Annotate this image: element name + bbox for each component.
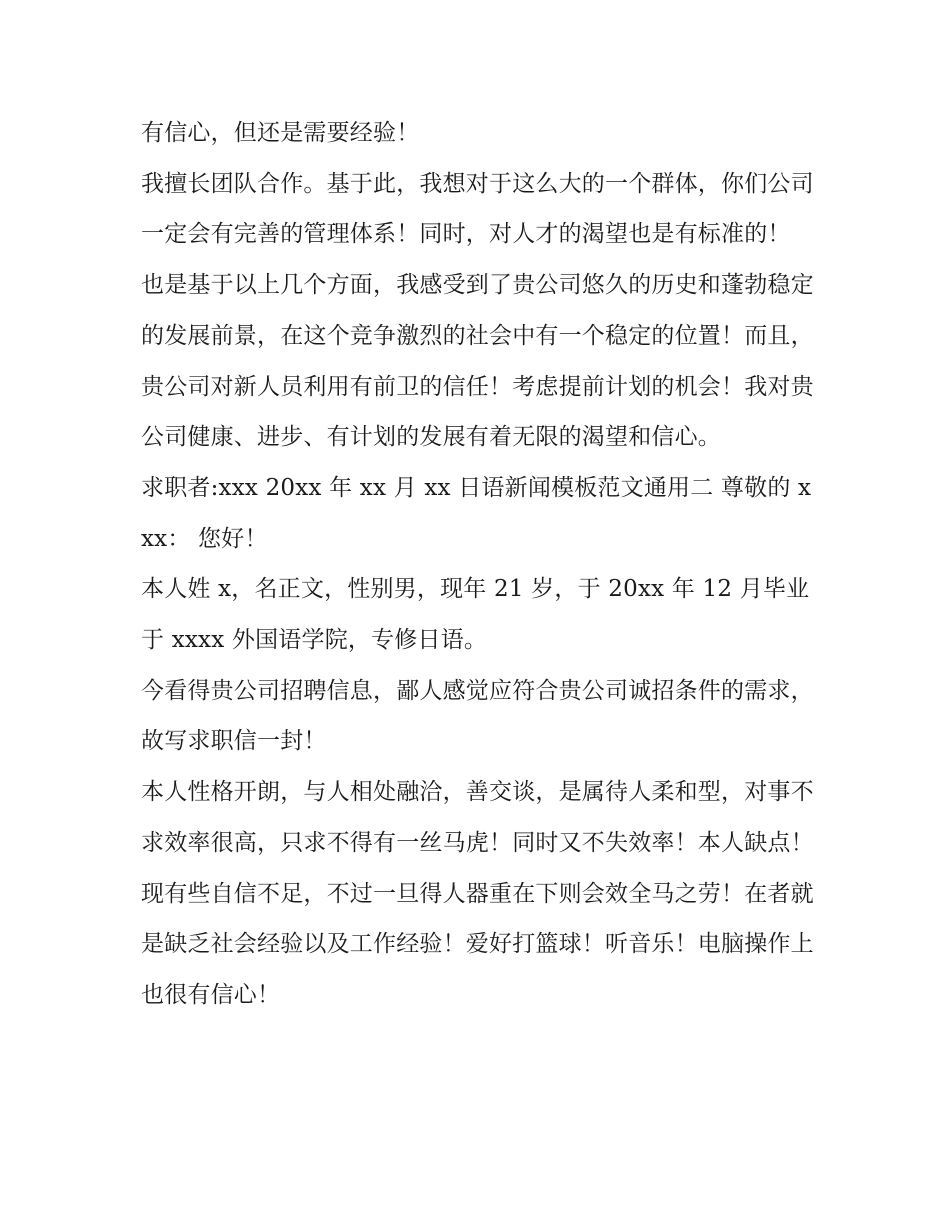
- paragraph-2: 我擅长团队合作。基于此，我想对于这么大的一个群体，你们公司一定会有完善的管理体系！同时，对人才的渴望也是有标准的！: [141, 170, 814, 248]
- paragraph-3: 也是基于以上几个方面，我感受到了贵公司悠久的历史和蓬勃稳定的发展前景，在这个竞争激烈的社会中有一个稳定的位置！而且，贵公司对新人员利用有前卫的信任！考虑提前计划的机会！我对贵公司健康、进步、有计划的发展有着无限的渴望和信心。: [141, 272, 814, 451]
- paragraph-1: 有信心，但还是需要经验！: [141, 120, 420, 146]
- document-body: [141, 108, 821, 1021]
- paragraph-7: 本人性格开朗，与人相处融洽，善交谈，是属待人柔和型，对事不求效率很高，只求不得有一丝马虎！同时又不失效率！本人缺点！现有些自信不足，不过一旦得人器重在下则会效全马之劳！在者就是缺乏社会经验以及工作经验！爱好打篮球！听音乐！电脑操作上也很有信心！: [141, 779, 814, 1008]
- paragraph-5: 本人姓 x，名正文，性别男，现年 21 岁，于 20xx 年 12 月毕业于 xxxx 外国语学院，专修日语。: [141, 576, 810, 654]
- paragraph-4: 求职者:xxx 20xx 年 xx 月 xx 日语新闻模板范文通用二 尊敬的 xxx： 您好！: [141, 474, 812, 552]
- paragraph-6: 今看得贵公司招聘信息，鄙人感觉应符合贵公司诚招条件的需求，故写求职信一封！: [141, 677, 814, 755]
